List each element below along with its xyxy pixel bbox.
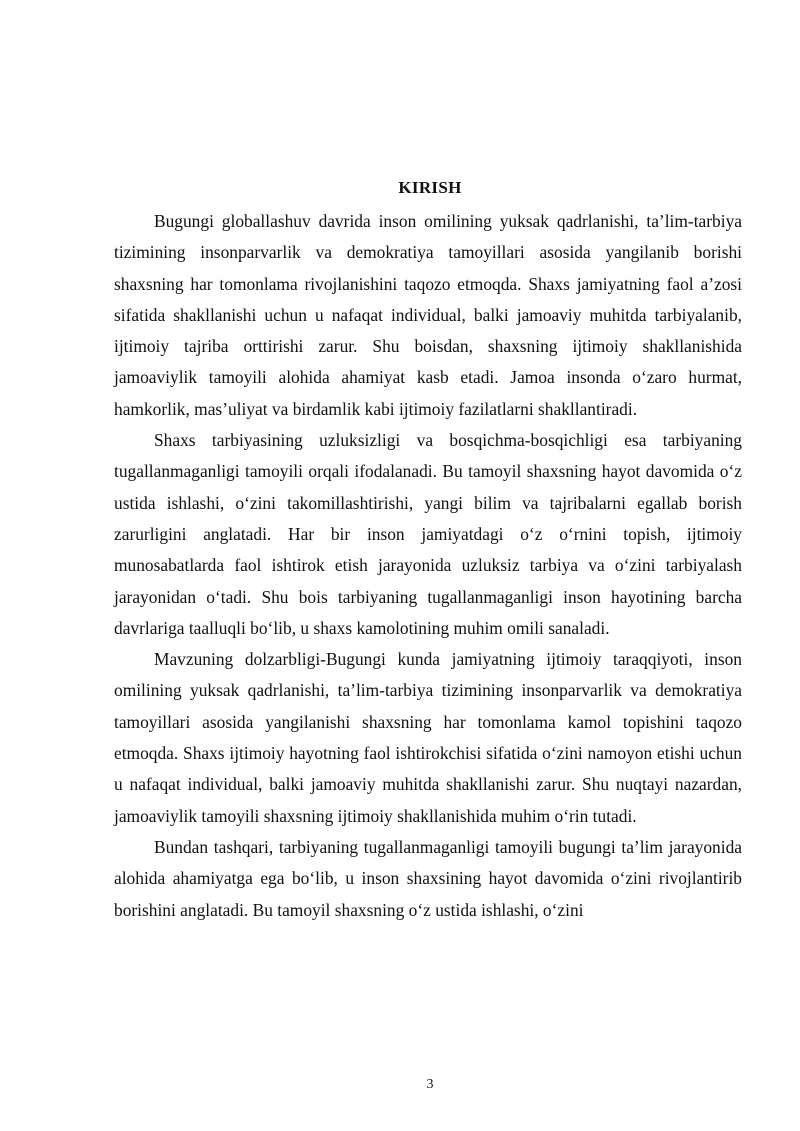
page-number: 3 [426,1077,434,1092]
paragraph-intro: Bugungi globallashuv davrida inson omilining yuksak qadrlanishi, ta’lim-tarbiya tizimining insonparvarlik va demokratiya tamoyillari asosida yangilanib borishi shaxsning har tomonlama rivojlanishini taqozo etmoqda. Shaxs jamiyatning faol a’zosi sifatida shakllanishi uchun u nafaqat individual, balki jamoaviy muhitda tarbiyalanib, ijtimoiy tajriba orttirishi zarur. Shu boisdan, shaxsning ijtimoiy shakllanishida jamoaviylik tamoyili alohida ahamiyat kasb etadi. Jamoa insonda o‘zaro hurmat, hamkorlik, mas’uliyat va birdamlik kabi ijtimoiy fazilatlarni shakllantiradi. [114,211,742,419]
section-heading: KIRISH [398,178,462,197]
paragraph-additional: Bundan tashqari, tarbiyaning tugallanmaganligi tamoyili bugungi ta’lim jarayonida alohida ahamiyatga ega bo‘lib, u inson shaxsining hayot davomida o‘zini rivojlantirib borishini anglatadi. Bu tamoyil shaxsning o‘z ustida ishlashi, o‘zini [114,836,742,920]
paragraph-continuity: Shaxs tarbiyasining uzluksizligi va bosqichma-bosqichligi esa tarbiyaning tugallanmaganligi tamoyili orqali ifodalanadi. Bu tamoyil shaxsning hayot davomida o‘z ustida ishlashi, o‘zini takomillashtirishi, yangi bilim va tajribalarni egallab borish zarurligini anglatadi. Har bir inson jamiyatdagi o‘z o‘rnini topish, ijtimoiy munosabatlarda faol ishtirok etish jarayonida uzluksiz tarbiya va o‘zini tarbiyalash jarayonidan o‘tadi. Shu bois tarbiyaning tugallanmaganligi inson hayotining barcha davrlariga taalluqli bo‘lib, u shaxs kamolotining muhim omili sanaladi. [114,430,742,638]
body-text [114,206,742,926]
paragraph-relevance: Mavzuning dolzarbligi-Bugungi kunda jamiyatning ijtimoiy taraqqiyoti, inson omilining yuksak qadrlanishi, ta’lim-tarbiya tizimining insonparvarlik va demokratiya tamoyillari asosida yangilanishi shaxsning har tomonlama kamol topishini taqozo etmoqda. Shaxs ijtimoiy hayotning faol ishtirokchisi sifatida o‘zini namoyon etishi uchun u nafaqat individual, balki jamoaviy muhitda shakllanishi zarur. Shu nuqtayi nazardan, jamoaviylik tamoyili shaxsning ijtimoiy shakllanishida muhim o‘rin tutadi. [114,649,742,826]
